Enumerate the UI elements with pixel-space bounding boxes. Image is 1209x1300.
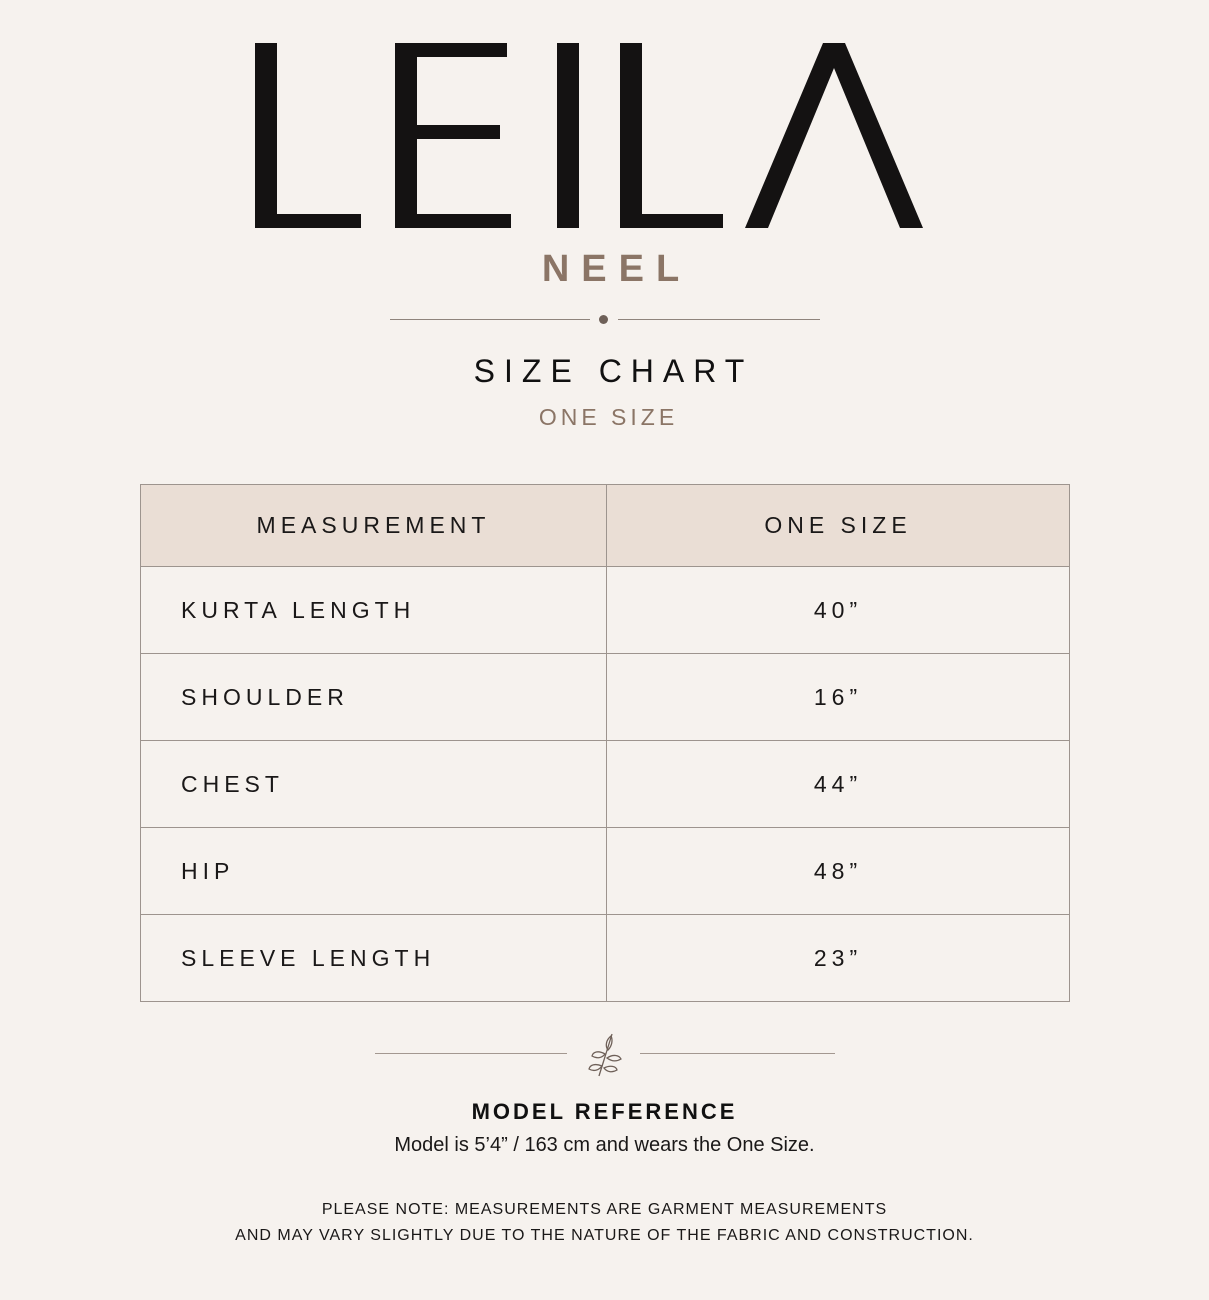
page-subtitle: ONE SIZE [538, 404, 679, 430]
dot-divider-icon [599, 315, 608, 324]
table-row [141, 915, 1070, 1002]
measurement-label: SLEEVE LENGTH [141, 915, 607, 1002]
measurement-value: 23” [607, 915, 1070, 1002]
column-header-measurement: MEASUREMENT [141, 485, 607, 567]
measurement-label: SHOULDER [141, 654, 607, 741]
size-table [140, 484, 1070, 1002]
measurement-note-line-2: AND MAY VARY SLIGHTLY DUE TO THE NATURE OF THE FABRIC AND CONSTRUCTION. [235, 1227, 974, 1244]
model-reference-heading: MODEL REFERENCE [471, 1099, 738, 1124]
brand-logo [0, 28, 1209, 238]
leaf-sprig-icon [582, 1028, 628, 1083]
table-row [141, 741, 1070, 828]
measurement-value: 48” [607, 828, 1070, 915]
measurement-note-line-1: PLEASE NOTE: MEASUREMENTS ARE GARMENT MEASUREMENTS [321, 1201, 888, 1218]
table-header-row [141, 485, 1070, 567]
sub-brand-name: NEEL [541, 248, 692, 290]
table-row [141, 828, 1070, 915]
measurement-label: HIP [141, 828, 607, 915]
measurement-label: KURTA LENGTH [141, 567, 607, 654]
top-divider [390, 319, 820, 321]
bottom-divider [375, 1028, 835, 1078]
measurement-value: 40” [607, 567, 1070, 654]
measurement-value: 44” [607, 741, 1070, 828]
leila-logo-mark [255, 28, 955, 238]
column-header-one-size: ONE SIZE [607, 485, 1070, 567]
measurement-label: CHEST [141, 741, 607, 828]
measurement-value: 16” [607, 654, 1070, 741]
table-row [141, 567, 1070, 654]
table-row [141, 654, 1070, 741]
model-reference-text: Model is 5’4” / 163 cm and wears the One Size. [394, 1134, 815, 1156]
page-title: SIZE CHART [473, 353, 754, 389]
